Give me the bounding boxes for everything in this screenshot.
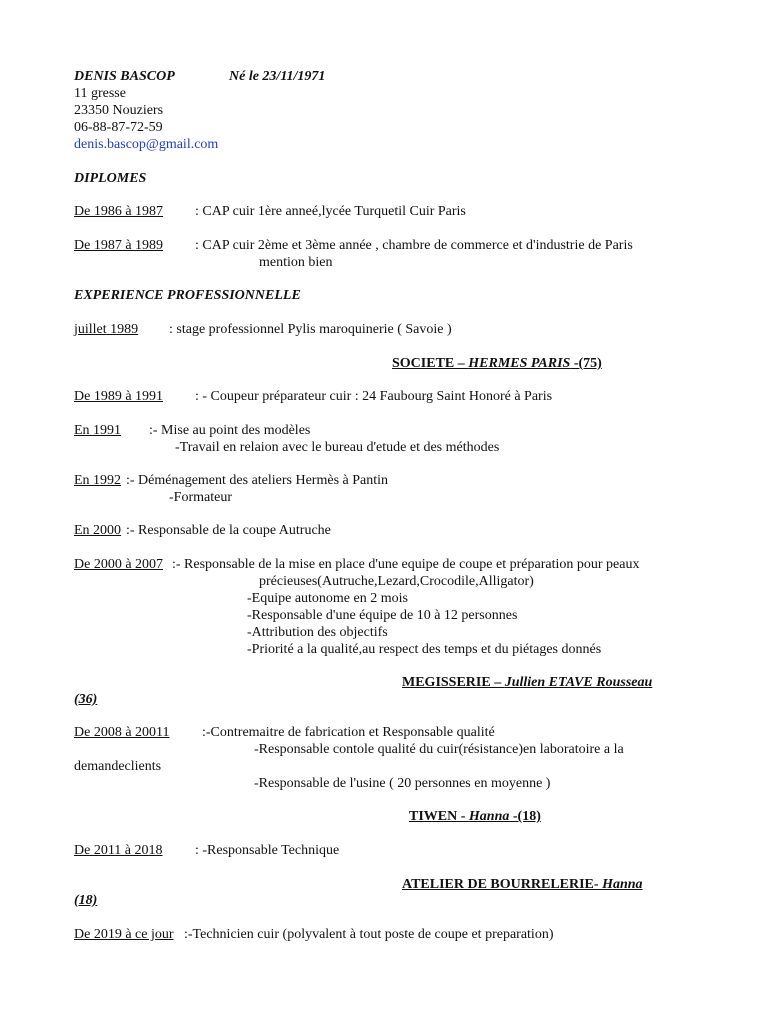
job-text: :- Responsable de la coupe Autruche <box>126 523 331 538</box>
job-detail: -Travail en relaion avec le bureau d'etude et des méthodes <box>175 440 500 455</box>
job-text: :- Responsable de la mise en place d'une equipe de coupe et préparation pour peaux <box>172 557 640 572</box>
job-text: :-Technicien cuir (polyvalent à tout poste de coupe et preparation) <box>184 927 554 942</box>
phone-number: 06-88-87-72-59 <box>74 120 163 135</box>
diplomes-heading: DIPLOMES <box>74 171 147 186</box>
company-title-atelier: ATELIER DE BOURRELERIE- Hanna <box>402 877 643 892</box>
job-period: De 1989 à 1991 <box>74 389 164 404</box>
job-bullet: -Priorité a la qualité,au respect des temps et du piétages donnés <box>247 642 602 657</box>
job-period: De 2019 à ce jour <box>74 927 174 942</box>
job-period: En 1991 <box>74 423 122 438</box>
job-period: De 2008 à 20011 <box>74 725 170 740</box>
company-title-atelier-dept: (18) <box>74 893 98 908</box>
birth-date: Né le 23/11/1971 <box>229 69 326 84</box>
job-bullet: -Responsable d'une équipe de 10 à 12 personnes <box>247 608 518 623</box>
job-period: De 2000 à 2007 <box>74 557 164 572</box>
job-detail: -Responsable contole qualité du cuir(résistance)en laboratoire a la <box>254 742 624 757</box>
person-name: DENIS BASCOP <box>74 69 175 84</box>
job-period: En 2000 <box>74 523 122 538</box>
diploma-period: De 1986 à 1987 <box>74 204 164 219</box>
job-text: :- Mise au point des modèles <box>149 423 311 438</box>
diploma-period: De 1987 à 1989 <box>74 238 164 253</box>
email-link[interactable]: denis.bascop@gmail.com <box>74 137 219 152</box>
company-title-megisserie-dept: (36) <box>74 692 98 707</box>
stage-text: : stage professionnel Pylis maroquinerie ( Savoie ) <box>169 322 452 337</box>
job-bullet: -Attribution des objectifs <box>247 625 388 640</box>
job-period: En 1992 <box>74 473 122 488</box>
job-detail: demandeclients <box>74 759 162 774</box>
experience-heading: EXPERIENCE PROFESSIONNELLE <box>74 288 301 303</box>
diploma-text: : CAP cuir 2ème et 3ème année , chambre de commerce et d'industrie de Paris <box>195 238 633 253</box>
company-title-tiwen: TIWEN - Hanna -(18) <box>409 809 541 824</box>
job-detail: -Responsable de l'usine ( 20 personnes en moyenne ) <box>254 776 551 791</box>
diploma-text: : CAP cuir 1ère anneé,lycée Turquetil Cuir Paris <box>195 204 466 219</box>
address-street: 11 gresse <box>74 86 126 101</box>
company-title-hermes: SOCIETE – HERMES PARIS -(75) <box>392 356 602 371</box>
job-detail: précieuses(Autruche,Lezard,Crocodile,Alligator) <box>259 574 534 589</box>
company-title-megisserie: MEGISSERIE – Jullien ETAVE Rousseau <box>402 675 653 690</box>
job-text: :- Déménagement des ateliers Hermès à Pantin <box>126 473 389 488</box>
job-detail: -Formateur <box>169 490 232 505</box>
job-period: De 2011 à 2018 <box>74 843 163 858</box>
job-text: : -Responsable Technique <box>195 843 340 858</box>
address-city: 23350 Nouziers <box>74 103 164 118</box>
job-bullet: -Equipe autonome en 2 mois <box>247 591 408 606</box>
job-text: : - Coupeur préparateur cuir : 24 Faubourg Saint Honoré à Paris <box>195 389 553 404</box>
stage-period: juillet 1989 <box>74 322 139 337</box>
job-text: :-Contremaitre de fabrication et Responsable qualité <box>202 725 495 740</box>
diploma-mention: mention bien <box>259 255 333 270</box>
